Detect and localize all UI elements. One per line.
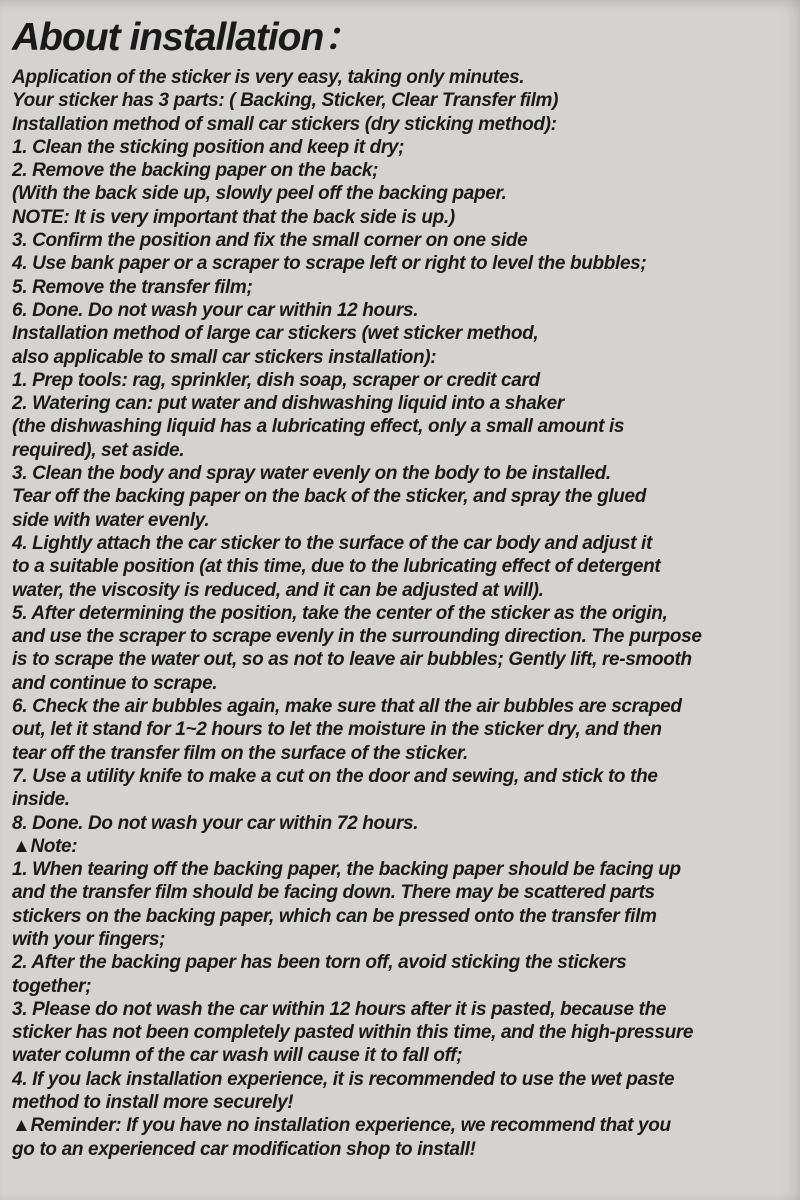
instruction-lines — [12, 66, 794, 1161]
instruction-line: Installation method of large car stickers (wet sticker method, — [12, 323, 539, 345]
instruction-line: water, the viscosity is reduced, and it can be adjusted at will). — [12, 579, 544, 601]
instruction-line: Tear off the backing paper on the back of the sticker, and spray the glued — [12, 486, 646, 508]
instruction-line: stickers on the backing paper, which can be pressed onto the transfer film — [12, 905, 657, 927]
instruction-line: and use the scraper to scrape evenly in the surrounding direction. The purpose — [12, 626, 702, 648]
instruction-line: is to scrape the water out, so as not to leave air bubbles; Gently lift, re-smooth — [12, 649, 692, 671]
instruction-line: with your fingers; — [12, 928, 166, 950]
instruction-line: method to install more securely! — [12, 1092, 294, 1114]
instruction-line: 2. Remove the backing paper on the back; — [12, 160, 379, 182]
instruction-line: to a suitable position (at this time, due to the lubricating effect of detergent — [12, 556, 661, 578]
instruction-line: 5. After determining the position, take the center of the sticker as the origin, — [12, 602, 668, 624]
instruction-line: out, let it stand for 1~2 hours to let the moisture in the sticker dry, and then — [12, 719, 662, 741]
instruction-line: go to an experienced car modification shop to install! — [12, 1138, 476, 1160]
instruction-line: 1. Clean the sticking position and keep it dry; — [12, 136, 405, 158]
instruction-line: 5. Remove the transfer film; — [12, 276, 253, 298]
instruction-line: 7. Use a utility knife to make a cut on the door and sewing, and stick to the — [12, 765, 658, 787]
instruction-line: ▲Reminder: If you have no installation experience, we recommend that you — [12, 1115, 671, 1137]
instruction-line: 1. When tearing off the backing paper, the backing paper should be facing up — [12, 859, 681, 881]
instruction-line: NOTE: It is very important that the back side is up.) — [12, 206, 455, 228]
instruction-line: 2. After the backing paper has been torn off, avoid sticking the stickers — [12, 952, 627, 974]
instruction-line: inside. — [12, 789, 70, 811]
instruction-line: sticker has not been completely pasted within this time, and the high-pressure — [12, 1022, 694, 1044]
instruction-line: 3. Clean the body and spray water evenly on the body to be installed. — [12, 463, 611, 485]
instruction-line: (With the back side up, slowly peel off the backing paper. — [12, 183, 507, 205]
instruction-line: 6. Done. Do not wash your car within 12 hours. — [12, 299, 419, 321]
instruction-line: also applicable to small car stickers installation): — [12, 346, 437, 368]
instruction-line: and the transfer film should be facing down. There may be scattered parts — [12, 882, 655, 904]
instruction-line: together; — [12, 975, 92, 997]
instruction-line: Application of the sticker is very easy, taking only minutes. — [12, 67, 525, 88]
instruction-line: water column of the car wash will cause it to fall off; — [12, 1045, 463, 1067]
instruction-line: tear off the transfer film on the surface of the sticker. — [12, 742, 468, 764]
instruction-line: 4. Use bank paper or a scraper to scrape left or right to level the bubbles; — [12, 253, 647, 275]
instruction-line: 1. Prep tools: rag, sprinkler, dish soap, scraper or credit card — [12, 369, 540, 391]
instruction-line: Installation method of small car stickers (dry sticking method): — [12, 113, 557, 135]
instruction-line: (the dishwashing liquid has a lubricating effect, only a small amount is — [12, 416, 625, 438]
instruction-line: ▲Note: — [12, 835, 78, 857]
instruction-line: side with water evenly. — [12, 509, 210, 531]
page-title: About installation： — [12, 16, 362, 59]
instruction-line: Your sticker has 3 parts: ( Backing, Sticker, Clear Transfer film) — [12, 90, 559, 112]
instruction-line: 2. Watering can: put water and dishwashing liquid into a shaker — [12, 393, 564, 415]
instruction-line: 3. Please do not wash the car within 12 hours after it is pasted, because the — [12, 998, 667, 1020]
instruction-line: 4. Lightly attach the car sticker to the surface of the car body and adjust it — [12, 532, 652, 554]
instruction-line: and continue to scrape. — [12, 672, 218, 694]
instruction-line: 8. Done. Do not wash your car within 72 hours. — [12, 812, 419, 834]
instruction-line: 6. Check the air bubbles again, make sure that all the air bubbles are scraped — [12, 696, 682, 718]
instruction-line: 3. Confirm the position and fix the small corner on one side — [12, 230, 528, 252]
instruction-line: required), set aside. — [12, 439, 185, 461]
instruction-line: 4. If you lack installation experience, it is recommended to use the wet paste — [12, 1068, 675, 1090]
